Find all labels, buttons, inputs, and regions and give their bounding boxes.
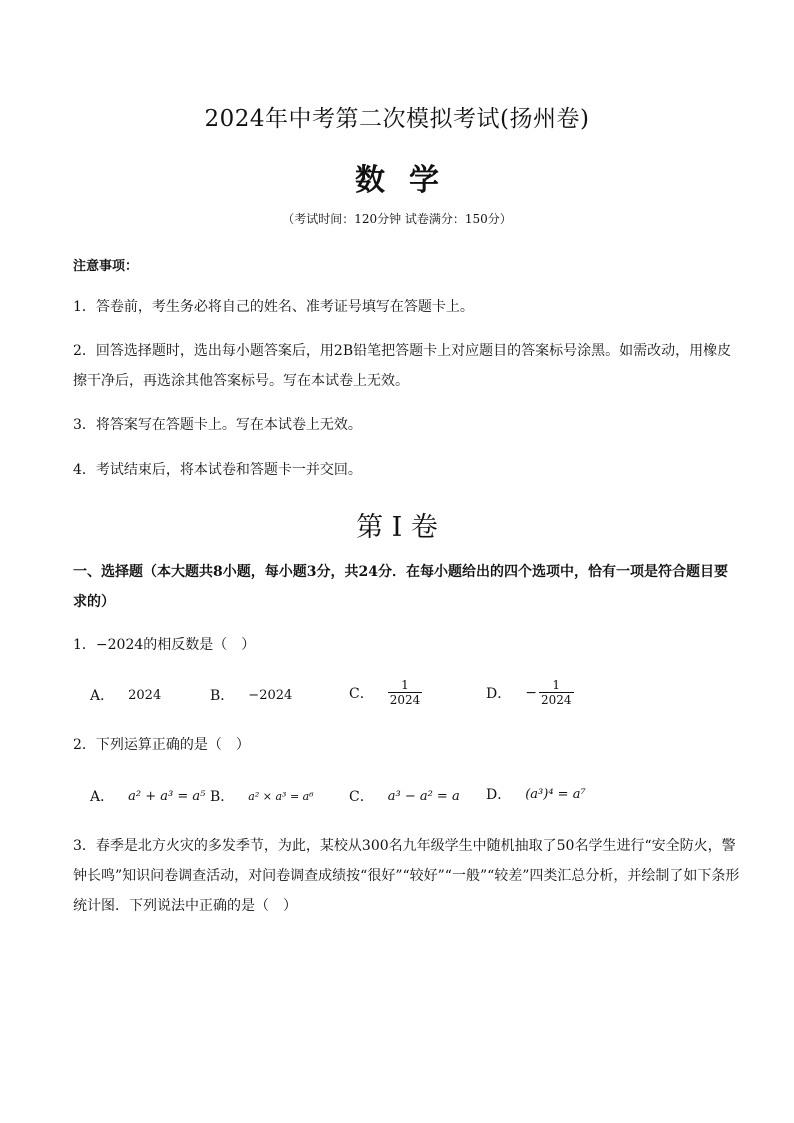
fraction-numerator: 1 — [552, 678, 561, 692]
notice-item-4: 4．考试结束后，将本试卷和答题卡一并交回。 — [73, 462, 362, 478]
section-description: 一、选择题（本大题共8小题，每小题3分，共24分．在每小题给出的四个选项中，恰有一项是符合题目要求的） — [73, 564, 728, 610]
question-2-option-d — [486, 784, 586, 804]
question-2-option-b — [210, 786, 314, 806]
question-1-stem: 1．−2024的相反数是（ ） — [73, 637, 256, 653]
question-2-stem: 2．下列运算正确的是（ ） — [73, 737, 250, 753]
question-1-option-c — [349, 678, 422, 707]
notice-item-3: 3．将答案写在答题卡上。写在本试卷上无效。 — [73, 417, 362, 433]
fraction — [388, 678, 423, 707]
option-formula: a² + a³ = a⁵ — [128, 788, 206, 804]
notice-item-1: 1．答卷前，考生务必将自己的姓名、准考证号填写在答题卡上。 — [73, 299, 474, 315]
fraction-numerator: 1 — [401, 678, 409, 692]
option-label: B． — [210, 789, 235, 805]
option-formula: (a³)⁴ = a⁷ — [525, 786, 586, 802]
notice-heading: 注意事项： — [73, 259, 139, 274]
option-label: D． — [486, 685, 512, 702]
subject-title: 数学 — [355, 163, 463, 198]
option-label: A． — [90, 789, 115, 805]
question-3-stem: 3．春季是北方火灾的多发季节，为此，某校从300名九年级学生中随机抽取了50名学生进行“安全防火，警钟长鸣”知识问卷调查活动，对问卷调查成绩按“很好”“较好”“一般”“较差”四类汇总分析，并绘制了如下条形统计图．下列说法中正确的是（ ） — [73, 838, 740, 914]
question-2-option-c — [349, 786, 460, 806]
exam-info: （考试时间：120分钟 试卷满分：150分） — [282, 212, 512, 226]
question-1-option-b — [210, 685, 292, 705]
question-1-option-a — [90, 685, 161, 705]
notice-item-2: 2．回答选择题时，选出每小题答案后，用2B铅笔把答题卡上对应题目的答案标号涂黑。如需改动，用橡皮擦干净后，再选涂其他答案标号。写在本试卷上无效。 — [73, 343, 732, 389]
option-text: 2024 — [128, 687, 162, 703]
fraction-denominator: 2024 — [389, 693, 421, 707]
option-label: D． — [486, 787, 512, 803]
option-formula: a³ − a² = a — [387, 788, 460, 804]
fraction — [539, 678, 574, 707]
option-label: B． — [210, 688, 235, 704]
section-title: 第 I 卷 — [356, 512, 438, 543]
question-1-option-d — [486, 678, 574, 707]
option-label: C． — [349, 685, 374, 702]
exam-title: 2024年中考第二次模拟考试(扬州卷) — [204, 106, 590, 132]
fraction-denominator: 2024 — [540, 693, 572, 707]
option-formula: a² × a³ = a⁶ — [248, 789, 314, 803]
option-text: −2024 — [248, 687, 293, 703]
minus-sign: − — [525, 684, 537, 701]
option-label: C． — [349, 789, 374, 805]
option-label: A． — [90, 688, 115, 704]
question-2-option-a — [90, 786, 205, 806]
